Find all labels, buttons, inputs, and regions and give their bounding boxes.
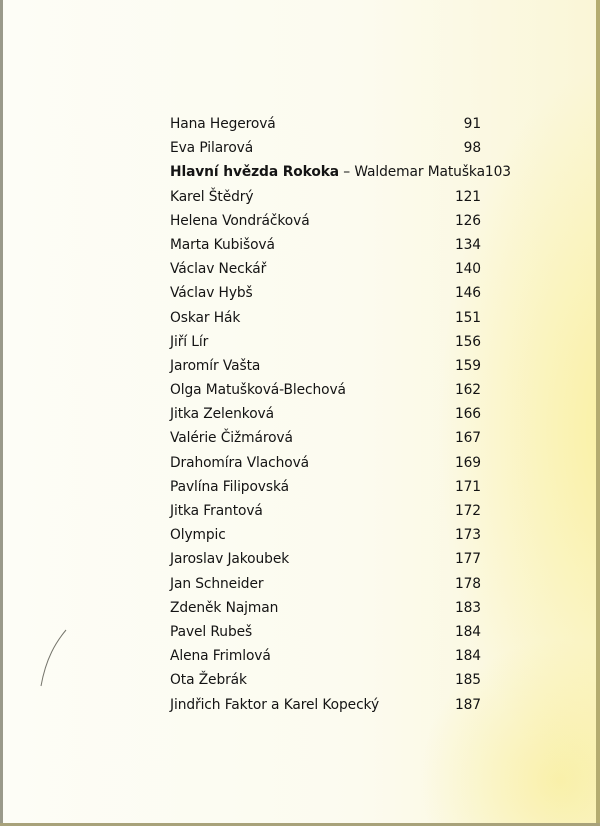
toc-entry-page: 151 (454, 309, 481, 326)
toc-entry-title: Pavel Rubeš (170, 623, 253, 640)
toc-entry-page: 162 (454, 382, 481, 399)
toc-entry-page: 126 (454, 212, 481, 229)
toc-entry-title: Ota Žebrák (170, 672, 247, 689)
page-edge-right (596, 0, 600, 826)
toc-entry-page: 169 (454, 454, 481, 471)
toc-entry-page: 159 (454, 357, 481, 374)
toc-entry-title: Václav Hybš (170, 285, 253, 302)
toc-entry-page: 187 (454, 696, 481, 713)
toc-entry (170, 527, 481, 551)
toc-entry-title: Drahomíra Vlachová (170, 454, 310, 471)
toc-entry (170, 430, 481, 454)
toc-entry (170, 697, 481, 721)
toc-entry-page: 173 (454, 527, 481, 544)
toc-entry-page: 172 (454, 503, 481, 519)
toc-entry (170, 358, 481, 382)
toc-entry (170, 672, 481, 696)
toc-entry (170, 237, 481, 261)
toc-entry-title: Oskar Hák (170, 309, 241, 326)
toc-entry-title: Jindřich Faktor a Karel Kopecký (170, 696, 380, 713)
toc-entry-page: 121 (454, 188, 481, 205)
toc-entry-title-rest: – Waldemar Matuška (339, 164, 485, 181)
toc-entry-page: 184 (454, 648, 481, 665)
toc-entry-page: 185 (454, 672, 481, 689)
toc-entry (170, 576, 481, 600)
toc-entry-title: Alena Frimlová (170, 648, 271, 665)
toc-entry-page: 184 (454, 623, 481, 640)
toc-entry-title: Eva Pilarová (170, 140, 254, 157)
toc-entry-title: Olympic (170, 527, 226, 544)
toc-entry (170, 140, 481, 164)
page-edge-left (0, 0, 3, 826)
toc-entry-page: 183 (454, 599, 481, 616)
toc-entry (170, 455, 481, 479)
toc-entry (170, 116, 481, 140)
toc-entry-page: 177 (454, 551, 481, 568)
toc-entry-title: Jitka Frantová (170, 503, 263, 519)
toc-entry-page: 167 (454, 430, 481, 447)
toc-entry-page: 98 (463, 140, 481, 157)
toc-entry-featured (170, 164, 511, 188)
toc-entry-title: Václav Neckář (170, 261, 267, 278)
toc-entry (170, 479, 481, 503)
toc-entry (170, 624, 481, 648)
toc-entry-title: Hana Hegerová (170, 116, 276, 132)
toc-entry (170, 310, 481, 334)
toc-entry (170, 189, 481, 213)
toc-entry-title: Olga Matušková-Blechová (170, 382, 346, 399)
toc-entry-page: 166 (454, 406, 481, 423)
toc-entry-page: 171 (454, 478, 481, 495)
paper-scratch-mark (38, 628, 68, 688)
toc-entry-title: Pavlína Filipovská (170, 478, 289, 495)
toc-entry-page: 91 (463, 116, 481, 132)
table-of-contents (170, 116, 511, 721)
toc-entry (170, 551, 481, 575)
toc-entry-title: Jitka Zelenková (170, 406, 274, 423)
toc-entry-title: Valérie Čižmárová (170, 430, 293, 447)
toc-entry (170, 382, 481, 406)
toc-entry-page: 146 (454, 285, 481, 302)
toc-entry-title: Jiří Lír (170, 333, 209, 350)
toc-entry (170, 503, 481, 527)
toc-entry-page: 134 (454, 236, 481, 253)
toc-entry-title: Jaroslav Jakoubek (170, 551, 290, 568)
toc-entry (170, 648, 481, 672)
toc-entry (170, 334, 481, 358)
toc-entry (170, 600, 481, 624)
toc-entry-title: Marta Kubišová (170, 236, 275, 253)
toc-entry-page: 156 (454, 333, 481, 350)
toc-entry (170, 406, 481, 430)
toc-entry-title: Zdeněk Najman (170, 599, 279, 616)
toc-entry (170, 261, 481, 285)
toc-entry-page: 103 (484, 164, 511, 181)
toc-entry-page: 140 (454, 261, 481, 278)
toc-entry-title: Karel Štědrý (170, 188, 254, 205)
toc-entry-title-bold: Hlavní hvězda Rokoka (170, 164, 339, 181)
toc-entry (170, 213, 481, 237)
toc-entry-page: 178 (454, 575, 481, 592)
toc-entry-title: Jan Schneider (170, 575, 264, 592)
toc-entry-title: Helena Vondráčková (170, 212, 310, 229)
toc-entry (170, 285, 481, 309)
toc-entry-title (170, 164, 485, 180)
toc-entry-title: Jaromír Vašta (170, 357, 261, 374)
